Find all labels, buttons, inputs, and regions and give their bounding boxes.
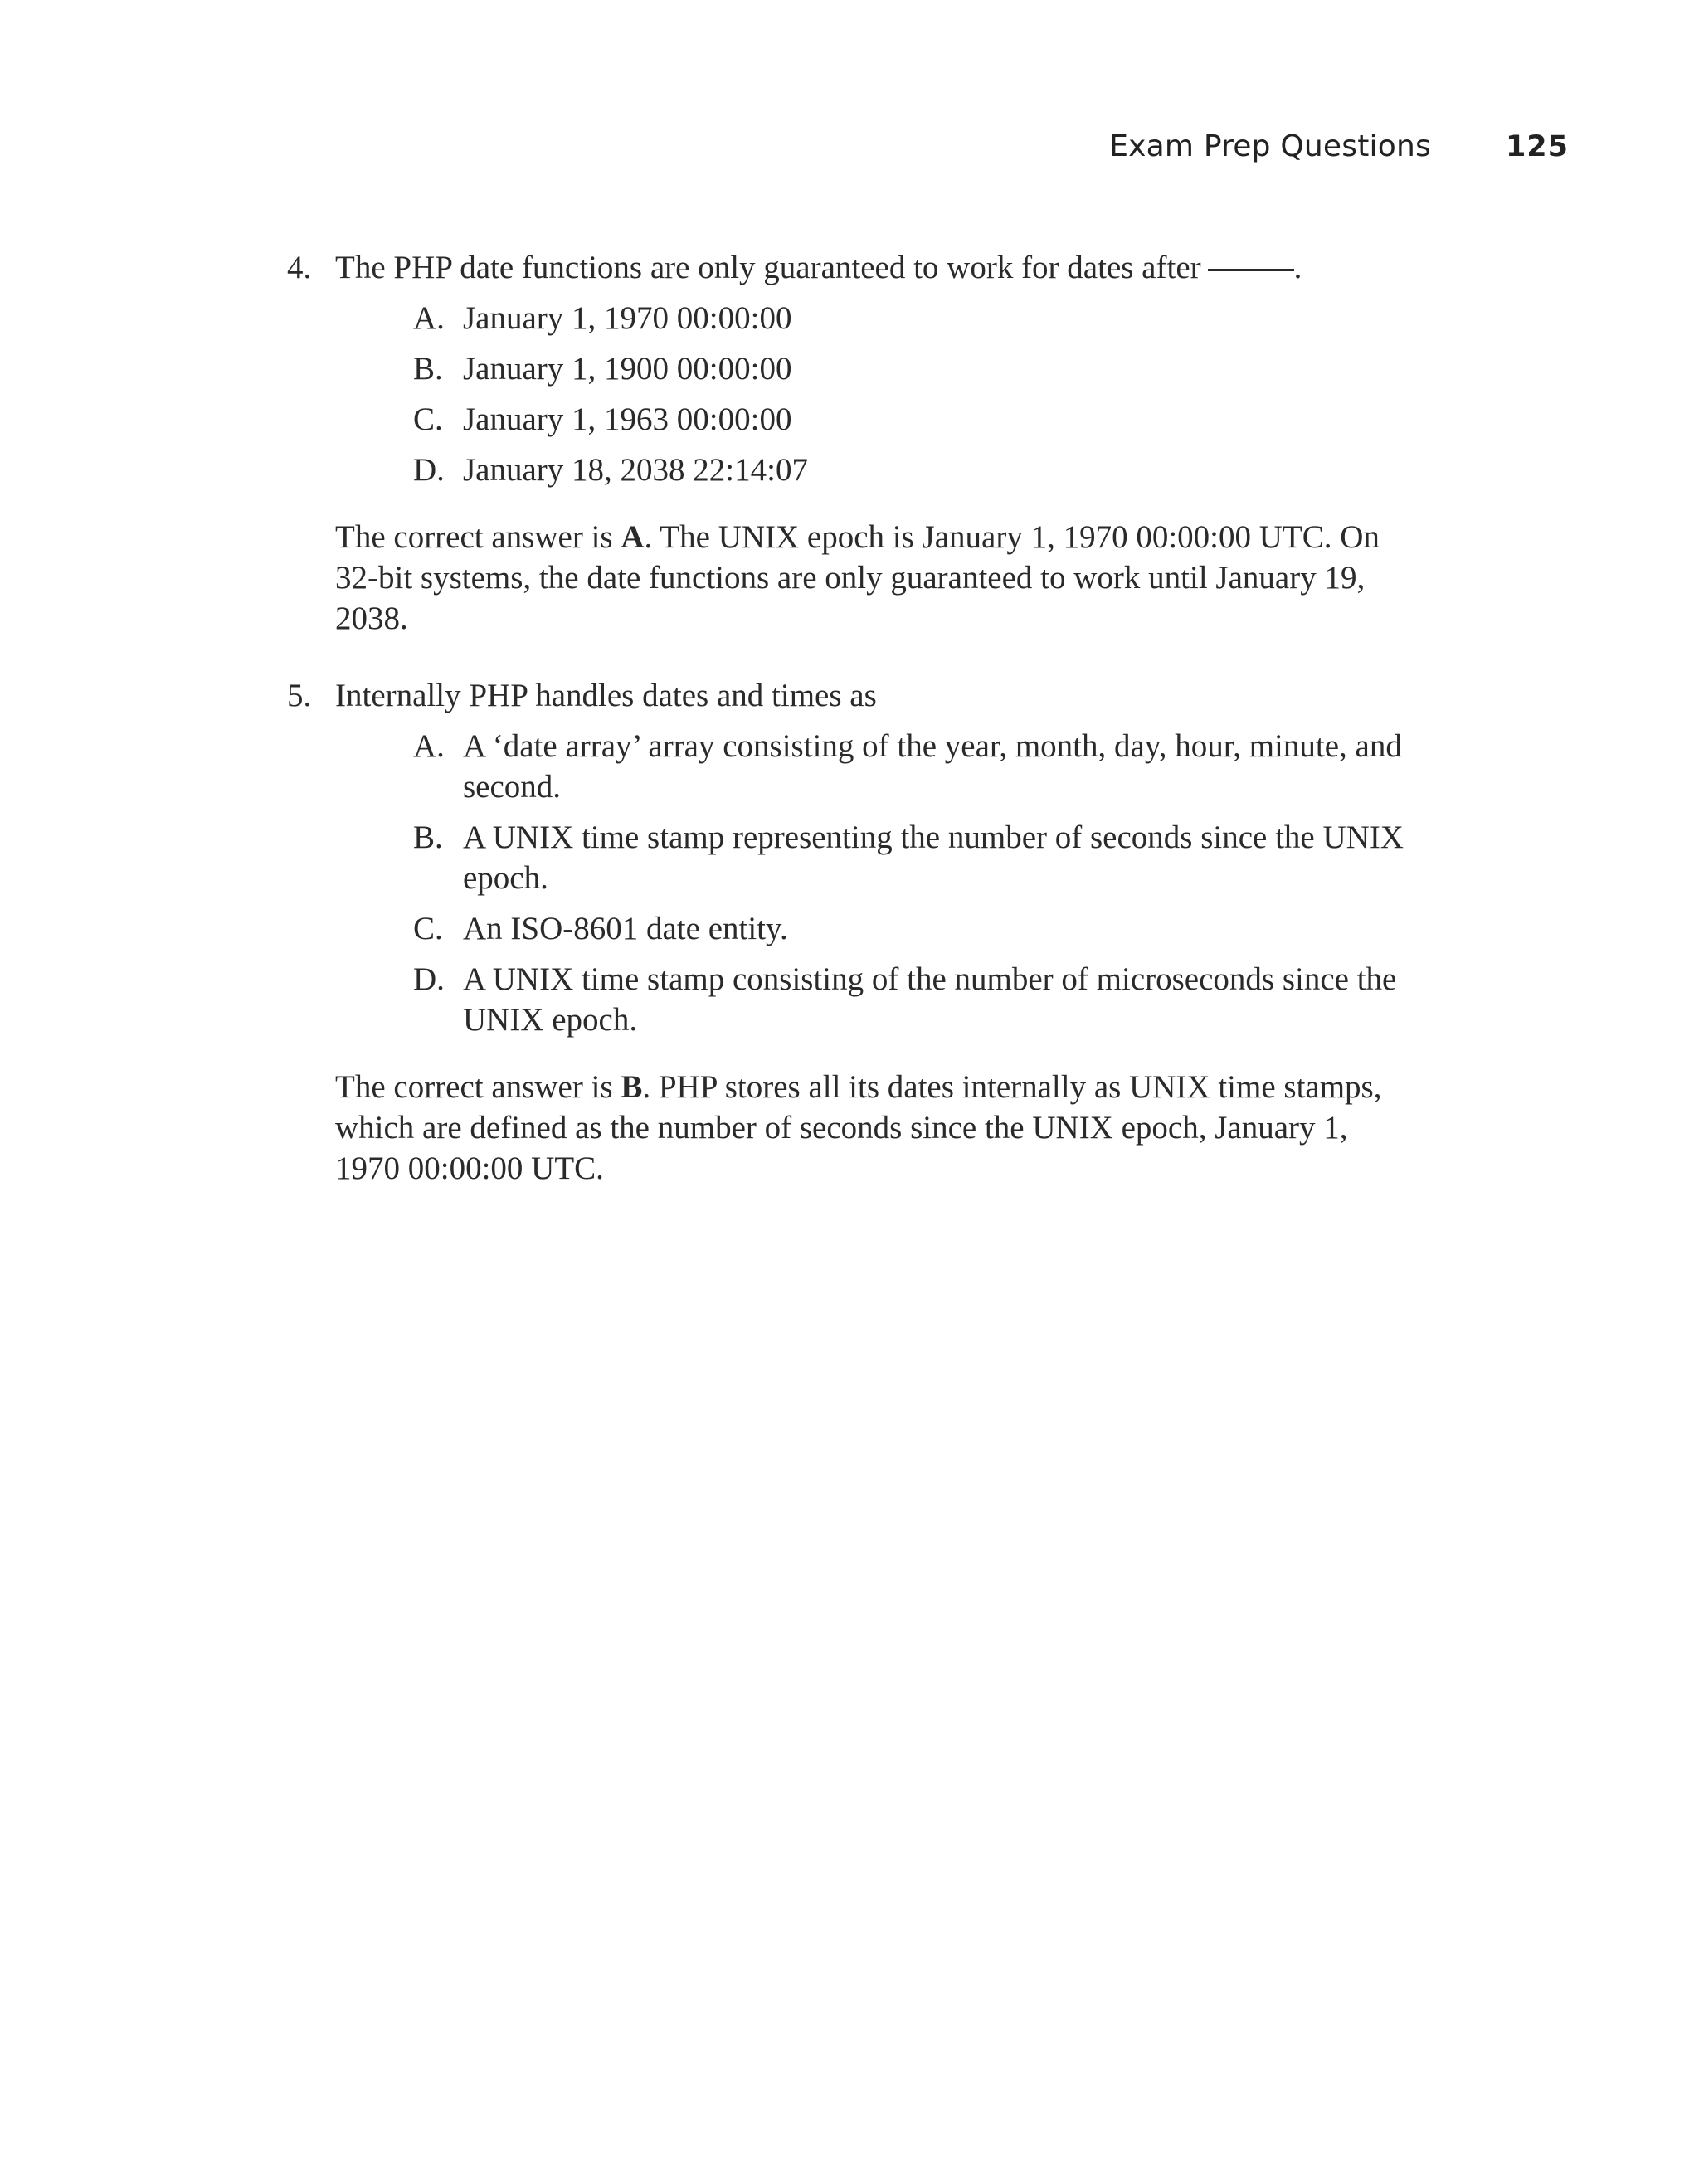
- option-text: January 1, 1970 00:00:00: [463, 300, 792, 336]
- option-text: January 1, 1963 00:00:00: [463, 401, 792, 437]
- option-a: [335, 726, 1440, 807]
- question-number: 5.: [287, 678, 312, 713]
- option-text: January 18, 2038 22:14:07: [463, 452, 808, 488]
- option-text: A UNIX time stamp representing the number of seconds since the UNIX epoch.: [463, 820, 1404, 896]
- page-number: 125: [1505, 130, 1569, 163]
- question-5: [287, 675, 1440, 1040]
- page-content: [287, 247, 1440, 1221]
- answer-blank: [1208, 241, 1294, 271]
- option-text: A UNIX time stamp consisting of the number of microseconds since the UNIX epoch.: [463, 961, 1397, 1038]
- option-d: [335, 450, 1440, 490]
- answer-letter: B: [621, 1069, 643, 1105]
- question-end-punct: .: [1293, 250, 1302, 285]
- option-text: January 1, 1900 00:00:00: [463, 351, 792, 387]
- answer-rest: . The UNIX epoch is January 1, 1970 00:00:00 UTC. On 32-bit systems, the date functions are only guaranteed to work until January 19, 2038.: [335, 519, 1380, 636]
- question-stem: The PHP date functions are only guaranteed to work for dates after: [335, 250, 1201, 285]
- answer-explanation-4: [287, 517, 1414, 639]
- answer-options: [335, 298, 1440, 490]
- option-label: A.: [413, 728, 445, 764]
- option-c: [335, 908, 1440, 949]
- answer-rest: . PHP stores all its dates internally as UNIX time stamps, which are defined as the number of seconds since the UNIX epoch, January 1, 1970 00:00:00 UTC.: [335, 1069, 1382, 1186]
- question-text: [335, 247, 1440, 288]
- option-text: A ‘date array’ array consisting of the year, month, day, hour, minute, and second.: [463, 728, 1402, 805]
- page-header: [1109, 129, 1569, 163]
- option-b: [335, 817, 1440, 898]
- option-a: [335, 298, 1440, 338]
- option-label: D.: [413, 961, 445, 997]
- option-c: [335, 399, 1440, 440]
- question-4: [287, 247, 1440, 490]
- option-d: [335, 959, 1440, 1040]
- option-label: B.: [413, 351, 443, 387]
- option-label: A.: [413, 300, 445, 336]
- option-b: [335, 348, 1440, 389]
- option-text: An ISO-8601 date entity.: [463, 911, 788, 946]
- answer-letter: A: [621, 519, 645, 555]
- question-number: 4.: [287, 250, 312, 285]
- option-label: C.: [413, 911, 443, 946]
- answer-options: [335, 726, 1440, 1040]
- option-label: B.: [413, 820, 443, 855]
- option-label: D.: [413, 452, 445, 488]
- option-label: C.: [413, 401, 443, 437]
- answer-prefix: The correct answer is: [335, 519, 621, 555]
- answer-explanation-5: [287, 1067, 1414, 1189]
- section-title: Exam Prep Questions: [1109, 129, 1431, 163]
- answer-prefix: The correct answer is: [335, 1069, 621, 1105]
- question-text: Internally PHP handles dates and times as: [335, 678, 877, 713]
